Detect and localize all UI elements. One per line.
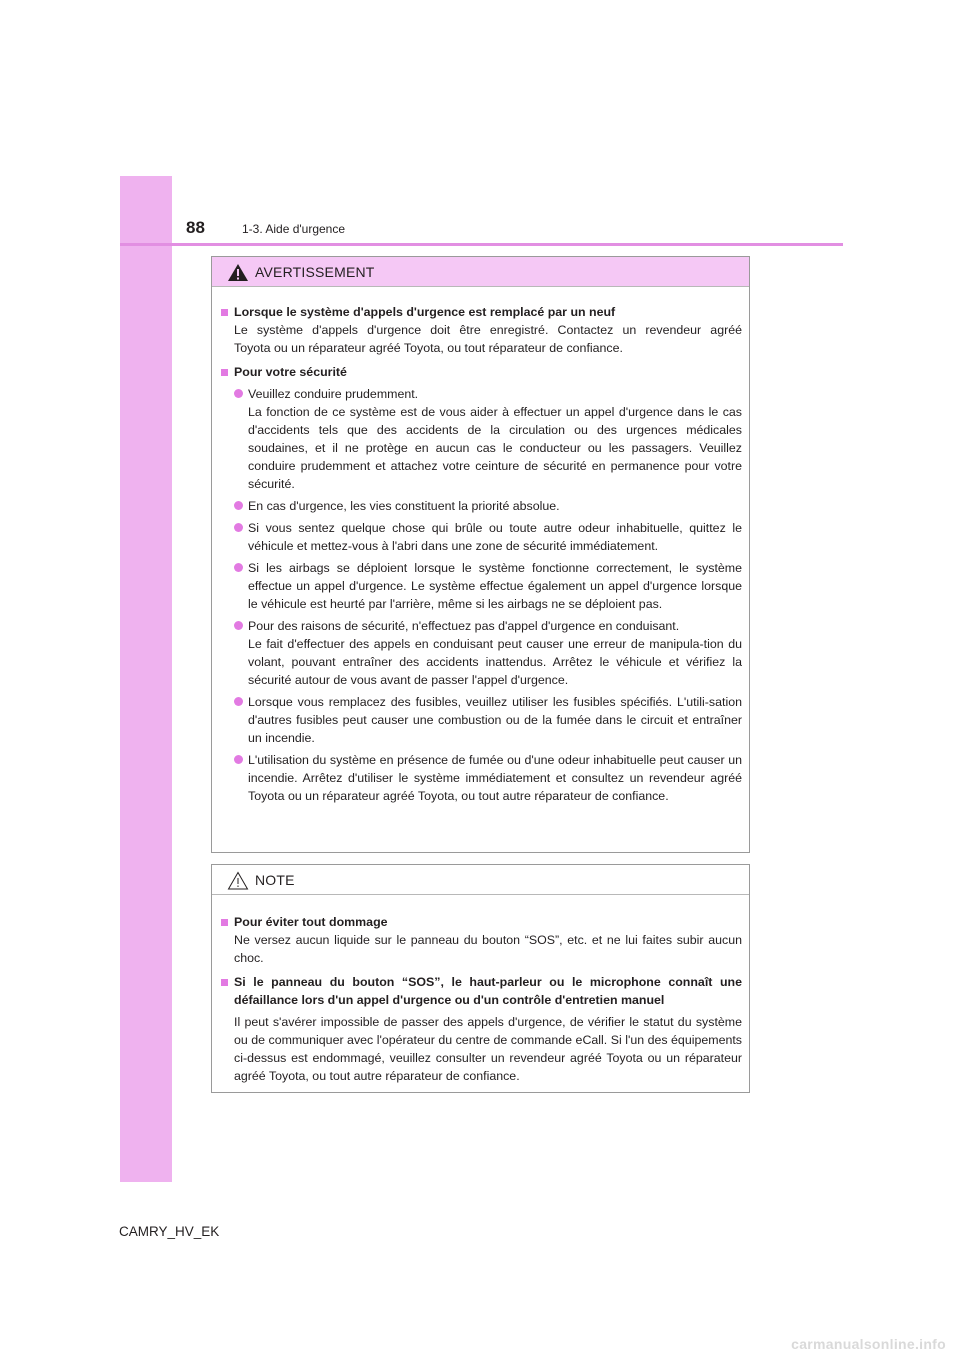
list-item xyxy=(234,617,742,689)
heading-text: Lorsque le système d'appels d'urgence est remplacé par un neuf xyxy=(234,305,616,319)
section-title: 1-3. Aide d'urgence xyxy=(242,222,346,236)
list-item-text: L'utilisation du système en présence de fumée ou d'une odeur inhabituelle peut causer un incendie. Arrêtez d'utiliser le système immédiatement et consultez un revendeur agréé Toyota ou un réparateur agréé Toyota, ou tout autre réparateur de confiance. xyxy=(248,753,742,803)
list-item-text: Si les airbags se déploient lorsque le système fonctionne correctement, le système effectue un appel d'urgence. Le système effectue également un appel d'urgence lorsque le véhicule est heurté par l'arrière, même si les airbags ne se déploient pas. xyxy=(248,561,742,611)
warning-triangle-icon xyxy=(227,263,249,282)
round-bullet-icon xyxy=(234,697,243,706)
chapter-sidebar-tab xyxy=(120,176,172,1182)
text-line: Pour des raisons de sécurité, n'effectuez pas d'appel d'urgence en conduisant. xyxy=(248,619,680,633)
list-item xyxy=(234,559,742,613)
text-line: Le fait d'effectuer des appels en conduisant peut causer une erreur de manipula-tion du volant, pouvant entraîner des accidents inattendus. Arrêtez le véhicule et vérifiez la sécurité autour de vous avant de passer l'appel d'urgence. xyxy=(248,637,742,687)
paragraph xyxy=(234,321,742,357)
note-heading xyxy=(219,913,742,931)
caution-triangle-outline-icon xyxy=(227,871,249,890)
list-item-text: Lorsque vous remplacez des fusibles, veuillez utiliser les fusibles spécifiés. L'utili-sation d'autres fusibles peut causer une combustion ou de la fumée dans le circuit et entraîner un incendie. xyxy=(248,695,742,745)
note-heading xyxy=(219,973,742,1009)
warning-heading xyxy=(219,303,742,321)
text-line: Toyota ou un réparateur agréé Toyota, ou tout réparateur de confiance. xyxy=(234,341,623,355)
note-box-header xyxy=(212,865,749,895)
round-bullet-icon xyxy=(234,563,243,572)
paragraph: Il peut s'avérer impossible de passer des appels d'urgence, de vérifier le statut du système ou de communiquer avec l'opérateur du centre de commande eCall. Si l'un des équipements ci-dessus est endommagé, veuillez consulter un revendeur agréé Toyota ou un réparateur agréé Toyota, ou tout autre réparateur de confiance. xyxy=(234,1015,742,1083)
round-bullet-icon xyxy=(234,501,243,510)
warning-box xyxy=(211,256,750,853)
round-bullet-icon xyxy=(234,389,243,398)
list-item-text: Si vous sentez quelque chose qui brûle ou toute autre odeur inhabituelle, quittez le véhicule et mettez-vous à l'abri dans une zone de sécurité immédiatement. xyxy=(248,521,742,553)
text-line: La fonction de ce système est de vous aider à effectuer un appel d'urgence dans le cas d'accidents tels que des accidents de la circulation ou des urgences médicales soudaines, et il ne protège en aucun cas le conducteur ou les passagers. Veuillez conduire prudemment et attachez votre ceinture de sécurité en permanence pour votre sécurité. xyxy=(248,405,742,491)
round-bullet-icon xyxy=(234,621,243,630)
warning-heading xyxy=(219,363,742,381)
list-item-text xyxy=(248,617,742,689)
heading-text: Pour éviter tout dommage xyxy=(234,915,388,929)
heading-text: Pour votre sécurité xyxy=(234,365,347,379)
note-box xyxy=(211,864,750,1093)
document-code: CAMRY_HV_EK xyxy=(119,1224,220,1239)
square-bullet-icon xyxy=(221,979,228,986)
header-rule xyxy=(120,243,843,246)
list-item xyxy=(234,751,742,805)
list-item xyxy=(234,497,742,515)
square-bullet-icon xyxy=(221,919,228,926)
note-body xyxy=(212,895,749,1085)
watermark: carmanualsonline.info xyxy=(791,1336,946,1352)
round-bullet-icon xyxy=(234,523,243,532)
warning-box-header xyxy=(212,257,749,287)
square-bullet-icon xyxy=(221,369,228,376)
list-item-text: En cas d'urgence, les vies constituent la priorité absolue. xyxy=(248,499,560,513)
list-item-text xyxy=(248,385,742,493)
round-bullet-icon xyxy=(234,755,243,764)
list-item xyxy=(234,385,742,493)
heading-text: Si le panneau du bouton “SOS”, le haut-parleur ou le microphone connaît une défaillance lors d'un appel d'urgence ou d'un contrôle d'entretien manuel xyxy=(234,975,742,1007)
list-item xyxy=(234,519,742,555)
note-title: NOTE xyxy=(255,872,295,888)
paragraph: Ne versez aucun liquide sur le panneau du bouton “SOS”, etc. et ne lui faites subir aucun choc. xyxy=(234,933,742,965)
page-number: 88 xyxy=(186,218,205,237)
list-item xyxy=(234,693,742,747)
warning-body xyxy=(212,287,749,805)
text-line: Veuillez conduire prudemment. xyxy=(248,387,419,401)
text-line: Le système d'appels d'urgence doit être enregistré. Contactez un revendeur agréé xyxy=(234,323,742,337)
warning-title: AVERTISSEMENT xyxy=(255,264,375,280)
square-bullet-icon xyxy=(221,309,228,316)
